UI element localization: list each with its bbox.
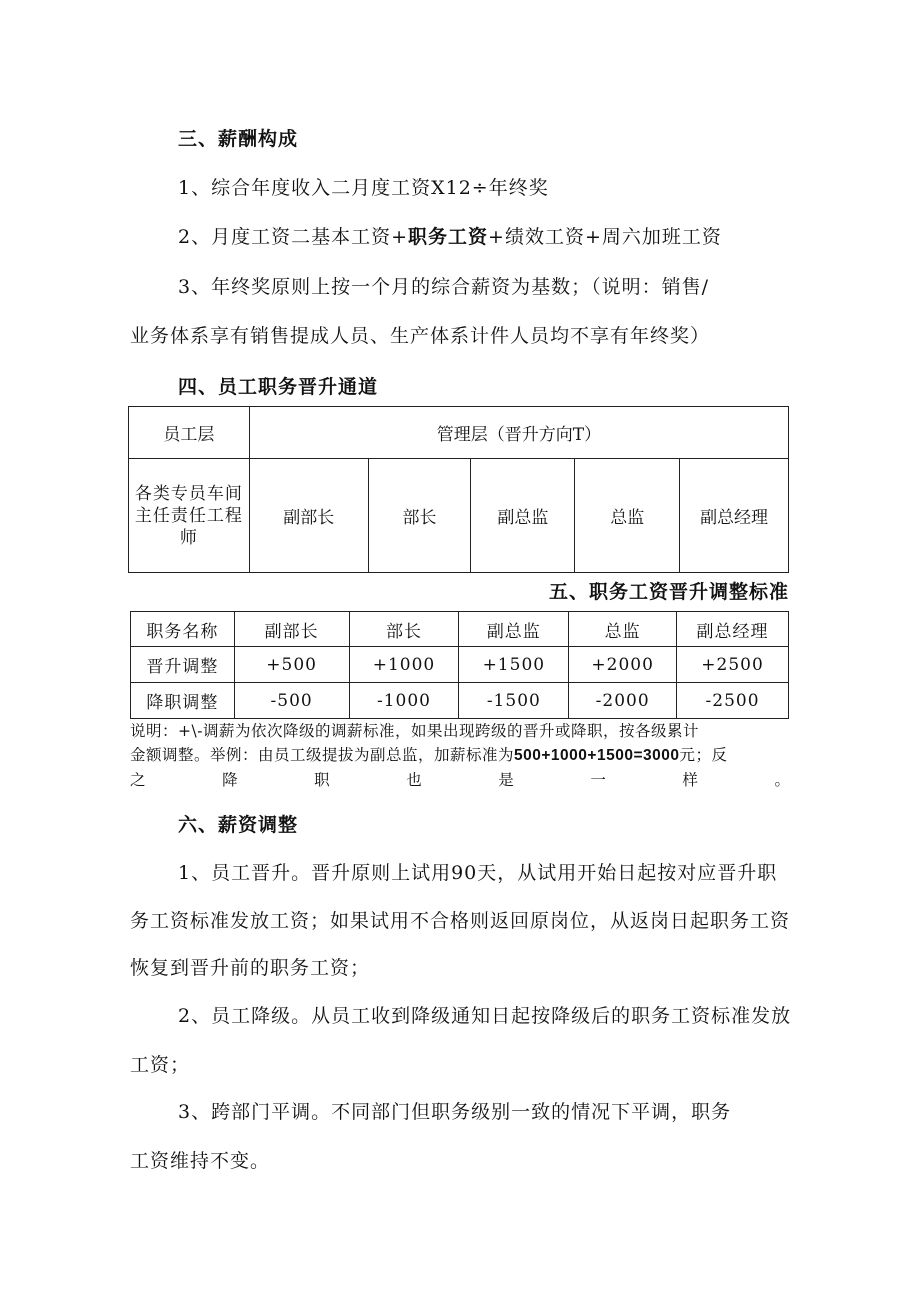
note-char: 是 (498, 771, 514, 789)
section-6-item-1-line-3: 恢复到晋升前的职务工资； (130, 957, 371, 979)
table-cell: 晋升调整 (131, 647, 235, 683)
staff-categories-cell (129, 459, 250, 573)
section-4-heading: 四、员工职务晋升通道 (178, 376, 379, 398)
note-char: 职 (314, 771, 330, 789)
section-6-item-1-line-2: 务工资标准发放工资；如果试用不合格则返回原岗位，从返岗日起职务工资 (130, 910, 791, 932)
item-2-part-c: +绩效工资+周六加班工资 (488, 226, 722, 248)
table-cell: +1500 (459, 647, 569, 683)
table-header-cell: 副总经理 (677, 612, 789, 647)
note-char: 样 (682, 771, 698, 789)
note-line-2-formula: 500+1000+1500=3000 (514, 747, 680, 764)
note-char: 。 (774, 771, 790, 789)
table-cell: +2000 (569, 647, 677, 683)
table-header-cell: 副总监 (459, 612, 569, 647)
level-cell: 副总监 (471, 459, 575, 573)
note-char: 降 (222, 771, 238, 789)
item-2-part-a: 2、月度工资二基本工资+ (178, 226, 409, 248)
table-header-cell: 职务名称 (131, 612, 235, 647)
table-header-cell: 部长 (349, 612, 459, 647)
table-cell: +500 (234, 647, 349, 683)
section-6-item-3-line-2: 工资维持不变。 (130, 1150, 271, 1172)
section-5-heading: 五、职务工资晋升调整标准 (548, 581, 789, 603)
section-6-heading: 六、薪资调整 (178, 814, 299, 836)
note-line-3 (130, 768, 790, 790)
level-cell: 总监 (575, 459, 680, 573)
section-3-item-3-line-2: 业务体系享有销售提成人员、生产体系计件人员均不享有年终奖） (130, 325, 711, 347)
section-3-heading: 三、薪酬构成 (178, 128, 299, 150)
staff-level-header: 员工层 (129, 407, 250, 459)
section-3-item-1: 1、综合年度收入二月度工资X12÷年终奖 (178, 177, 549, 199)
promotion-path-table (128, 406, 789, 573)
table-cell: -500 (234, 683, 349, 719)
note-char: 之 (130, 771, 146, 789)
section-6-item-2-line-1: 2、员工降级。从员工收到降级通知日起按降级后的职务工资标准发放 (178, 1005, 792, 1027)
table-cell: -2500 (677, 683, 789, 719)
note-char: 也 (406, 771, 422, 789)
level-cell: 副总经理 (680, 459, 789, 573)
staff-categories-line-1: 各类专员车间 (134, 483, 243, 504)
note-line-2-part-a: 金额调整。举例：由员工级提拔为副总监，加薪标准为 (130, 746, 515, 764)
section-6-item-3-line-1: 3、跨部门平调。不同部门但职务级别一致的情况下平调，职务 (178, 1101, 732, 1123)
salary-adjustment-table (130, 611, 789, 719)
table-cell: 降职调整 (131, 683, 235, 719)
section-3-item-2 (178, 222, 722, 249)
note-line-1: 说明：+\-调薪为依次降级的调薪标准，如果出现跨级的晋升或降职，按各级累计 (130, 722, 699, 740)
table-cell: +1000 (349, 647, 459, 683)
table-cell: -1000 (349, 683, 459, 719)
section-6-item-2-line-2: 工资； (130, 1054, 191, 1076)
note-line-2-part-c: 元；反 (679, 746, 728, 764)
section-6-item-1-line-1: 1、员工晋升。晋升原则上试用90天，从试用开始日起按对应晋升职 (178, 862, 778, 884)
table-header-cell: 副部长 (234, 612, 349, 647)
table-cell: -2000 (569, 683, 677, 719)
level-cell: 部长 (368, 459, 471, 573)
staff-categories-line-2: 主任责任工程 (134, 505, 243, 526)
staff-categories-line-3: 师 (179, 527, 198, 548)
note-line-2 (130, 743, 790, 765)
table-row (131, 647, 789, 683)
table-cell: +2500 (677, 647, 789, 683)
item-2-bold: 职务工资 (408, 226, 489, 248)
section-3-item-3-line-1: 3、年终奖原则上按一个月的综合薪资为基数；（说明：销售/ (178, 276, 709, 298)
table-header-cell: 总监 (569, 612, 677, 647)
note-char: 一 (590, 771, 606, 789)
table-cell: -1500 (459, 683, 569, 719)
management-level-header: 管理层（晋升方向T） (249, 407, 788, 459)
table-row (131, 683, 789, 719)
level-cell: 副部长 (249, 459, 368, 573)
